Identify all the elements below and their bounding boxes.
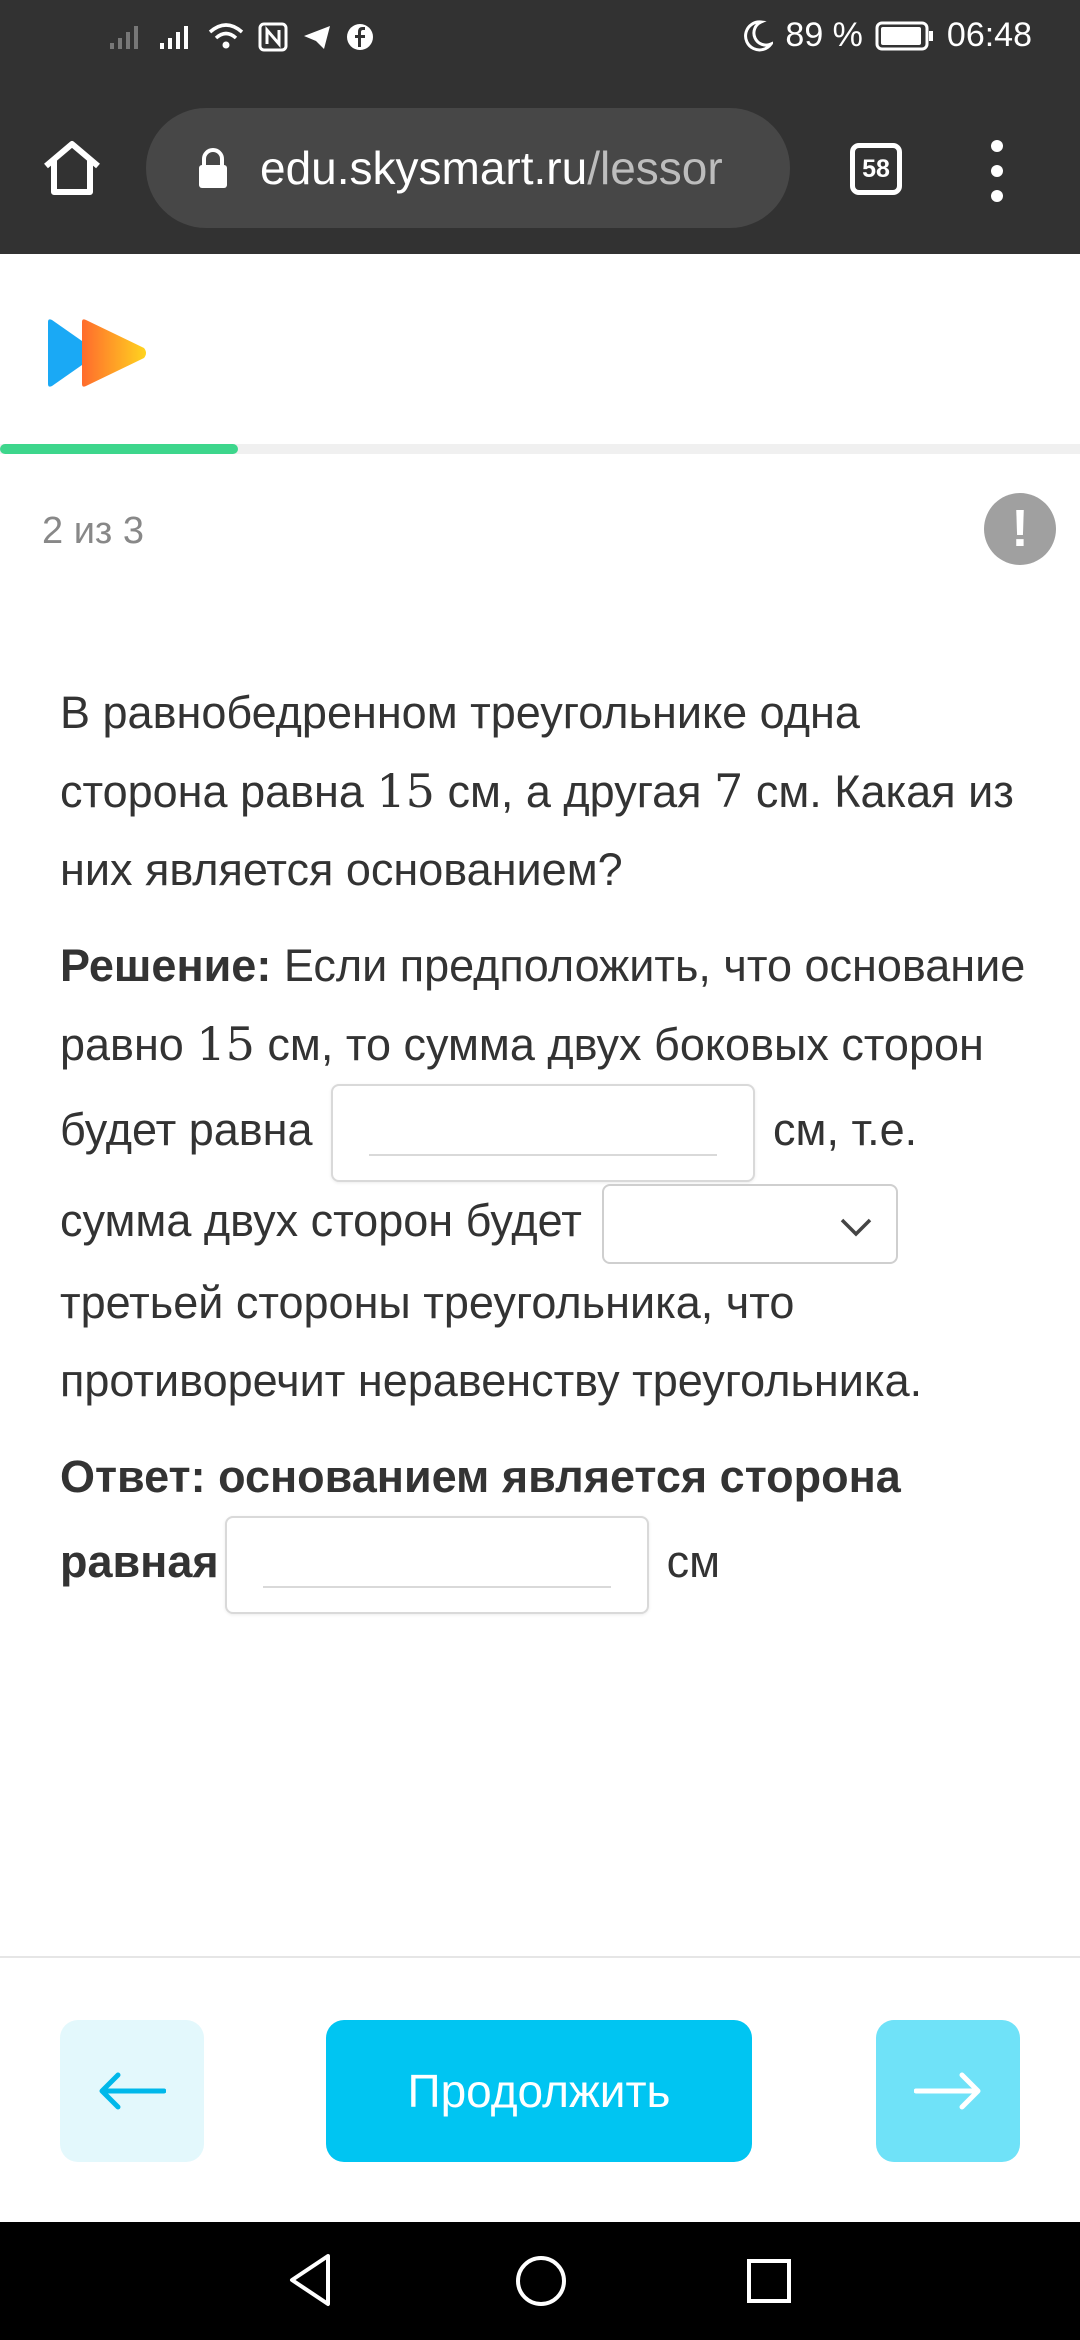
task-content [60, 674, 1030, 1632]
system-navigation-bar [0, 2222, 1080, 2340]
lesson-progress-bar [0, 444, 1080, 454]
nfc-icon [258, 22, 288, 52]
battery-percent: 89 % [785, 16, 863, 54]
nav-back-icon[interactable] [286, 2252, 334, 2308]
signal-icon [108, 23, 144, 51]
number-15: 15 [196, 1017, 255, 1071]
url-host: edu.skysmart.ru [260, 142, 588, 194]
status-bar [0, 0, 1080, 84]
step-counter: 2 из 3 [42, 510, 145, 552]
continue-button[interactable]: Продолжить [326, 2020, 752, 2162]
next-button[interactable] [876, 2020, 1020, 2162]
url-text [260, 141, 723, 195]
arrow-right-icon [914, 2071, 982, 2111]
number-7: 7 [714, 764, 744, 818]
status-icons [108, 22, 374, 52]
signal-icon [158, 23, 194, 51]
nav-recents-icon[interactable] [746, 2258, 792, 2304]
footer-divider [0, 1956, 1080, 1958]
address-bar[interactable] [146, 108, 790, 228]
overflow-menu-icon[interactable] [980, 140, 1014, 202]
base-answer-input[interactable] [225, 1516, 649, 1614]
answer-text [60, 1438, 1030, 1614]
solution-label: Решение: [60, 940, 272, 991]
answer-unit: см [666, 1536, 721, 1587]
lock-icon [196, 146, 230, 190]
home-icon[interactable] [40, 136, 104, 200]
telegram-icon [302, 23, 332, 51]
tab-switcher-button[interactable]: 58 [850, 143, 902, 195]
back-button[interactable] [60, 2020, 204, 2162]
answer-label: Ответ: основанием является сторона равная [60, 1451, 901, 1587]
number-15: 15 [376, 764, 435, 818]
solution-text: Решение: Если предположить, что основание равно 15 см, то сумма двух боковых сторон будет равна см, т.е. сумма двух сторон будет третьей стороны треугольника, что противоречит неравенству треугольника. [60, 940, 1026, 1407]
skysmart-logo[interactable] [48, 318, 148, 388]
nav-home-icon[interactable] [514, 2254, 568, 2308]
comparison-select[interactable] [602, 1184, 898, 1264]
question-text: В равнобедренном треугольнике одна сторона равна 15 см, а другая 7 см. Какая из них является основанием? [60, 687, 1014, 895]
sum-answer-input[interactable] [331, 1084, 755, 1182]
moon-icon [743, 20, 773, 52]
chevron-down-icon [838, 1208, 874, 1244]
report-problem-button[interactable]: ! [984, 493, 1056, 565]
url-path: /lessor [587, 142, 723, 194]
battery-icon [875, 21, 935, 51]
wifi-icon [208, 22, 244, 52]
lesson-progress-fill [0, 444, 238, 454]
facebook-icon [346, 23, 374, 51]
clock: 06:48 [946, 16, 1032, 54]
arrow-left-icon [98, 2071, 166, 2111]
browser-toolbar [0, 84, 1080, 254]
status-right [743, 16, 1032, 55]
